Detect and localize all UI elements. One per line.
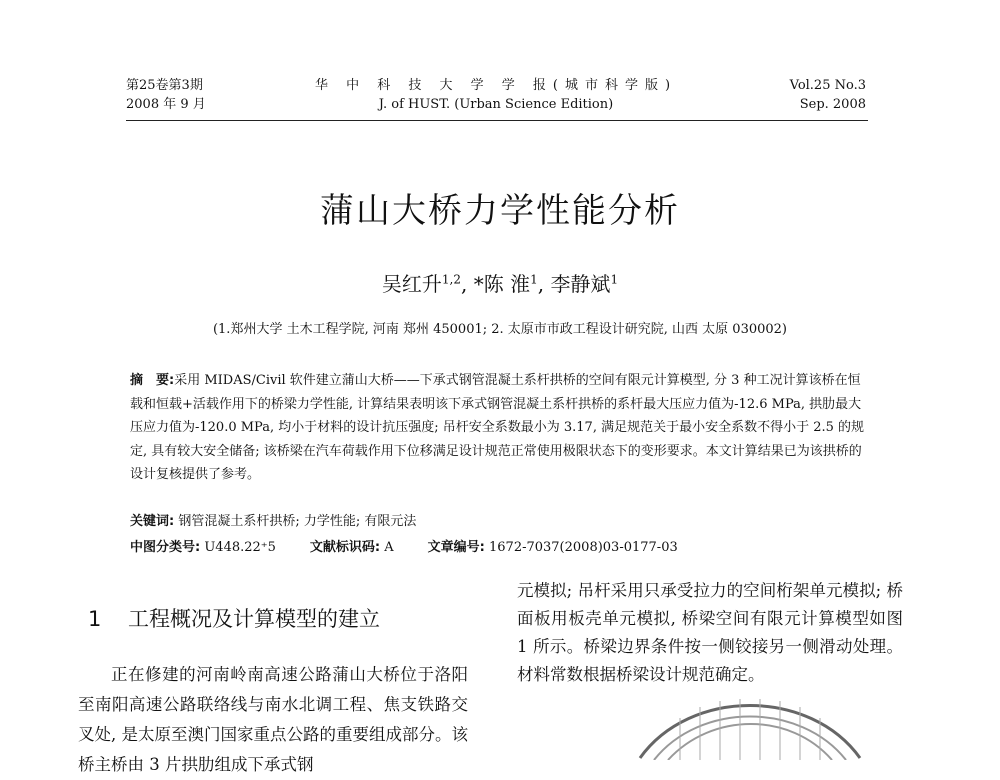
author-1: 吴红升$^{1,2}$,	[381, 272, 474, 296]
bridge-model-figure	[620, 688, 880, 760]
doc-code-value: A	[384, 540, 394, 555]
section-number: 1	[88, 607, 102, 631]
header-left	[126, 76, 206, 114]
journal-name-en: J. of HUST. (Urban Science Edition)	[378, 97, 614, 112]
journal-header	[126, 76, 866, 120]
date-en: Sep. 2008	[799, 97, 866, 112]
author-3: 李静斌$^1$	[550, 272, 619, 296]
clc-value: U448.22⁺5	[204, 540, 276, 555]
abstract	[130, 369, 870, 487]
affiliations: (1.郑州大学 土木工程学院, 河南 郑州 450001; 2. 太原市市政工程设计研究院, 山西 太原 030002)	[212, 322, 788, 337]
article-number-value: 1672-7037(2008)03-0177-03	[489, 540, 678, 555]
body-paragraph-left: 正在修建的河南岭南高速公路蒲山大桥位于洛阳至南阳高速公路联络线与南水北调工程、焦支铁路交叉处, 是太原至澳门国家重点公路的重要组成部分。该桥主桥由 3 片拱肋组成下承式钢	[78, 665, 468, 774]
classification-line	[130, 536, 678, 555]
header-center	[296, 76, 696, 114]
paper-title: 蒲山大桥力学性能分析	[320, 191, 680, 231]
arch-rib-outer	[640, 706, 860, 759]
header-rule	[126, 120, 868, 121]
right-column-text	[517, 577, 903, 689]
volume-en: Vol.25 No.3	[789, 78, 866, 93]
author-list	[0, 268, 1000, 297]
date-cn: 2008 年 9 月	[126, 97, 206, 112]
left-column-text	[78, 660, 468, 780]
clc-label: 中图分类号:	[130, 540, 201, 555]
abstract-text: 采用 MIDAS/Civil 软件建立蒲山大桥——下承式钢管混凝土系杆拱桥的空间有限元计算模型, 分 3 种工况计算该桥在恒载和恒载+活载作用下的桥梁力学性能, 计算结果表明该下承式钢管混凝土系杆拱桥的系杆最大压应力值为-12.6 MPa, 拱肋最大压应力值为-120.0 MPa, 均小于材料的设计抗压强度; 吊杆安全系数最小为 3.17, 满足规范关于最小安全系数不得小于 2.5 的规定, 具有较大安全储备; 该桥梁在汽车荷载作用下位移满足设计规范正常使用极限状态下的变形要求。本文计算结果已为该拱桥的设计复核提供了参考。	[130, 373, 865, 482]
author-2: *陈 淮$^1$,	[473, 272, 551, 296]
keywords-text: 钢管混凝土系杆拱桥; 力学性能; 有限元法	[178, 514, 417, 529]
hangers	[680, 699, 820, 760]
header-right	[790, 76, 866, 114]
body-paragraph-right: 元模拟; 吊杆采用只承受拉力的空间桁架单元模拟; 桥面板用板壳单元模拟, 桥梁空间有限元计算模型如图 1 所示。桥梁边界条件按一侧铰接另一侧滑动处理。材料常数根据桥梁设计规范确定。	[517, 581, 903, 684]
article-number-label: 文章编号:	[427, 540, 485, 555]
keywords	[130, 510, 416, 529]
section-heading	[88, 603, 380, 633]
abstract-label: 摘 要:	[130, 373, 175, 388]
volume-cn: 第25卷第3期	[126, 78, 203, 93]
doc-code-label: 文献标识码:	[309, 540, 381, 555]
journal-name-cn: 华 中 科 技 大 学 学 报(城市科学版)	[314, 78, 678, 93]
keywords-label: 关键词:	[130, 514, 175, 529]
section-title: 工程概况及计算模型的建立	[128, 607, 380, 631]
